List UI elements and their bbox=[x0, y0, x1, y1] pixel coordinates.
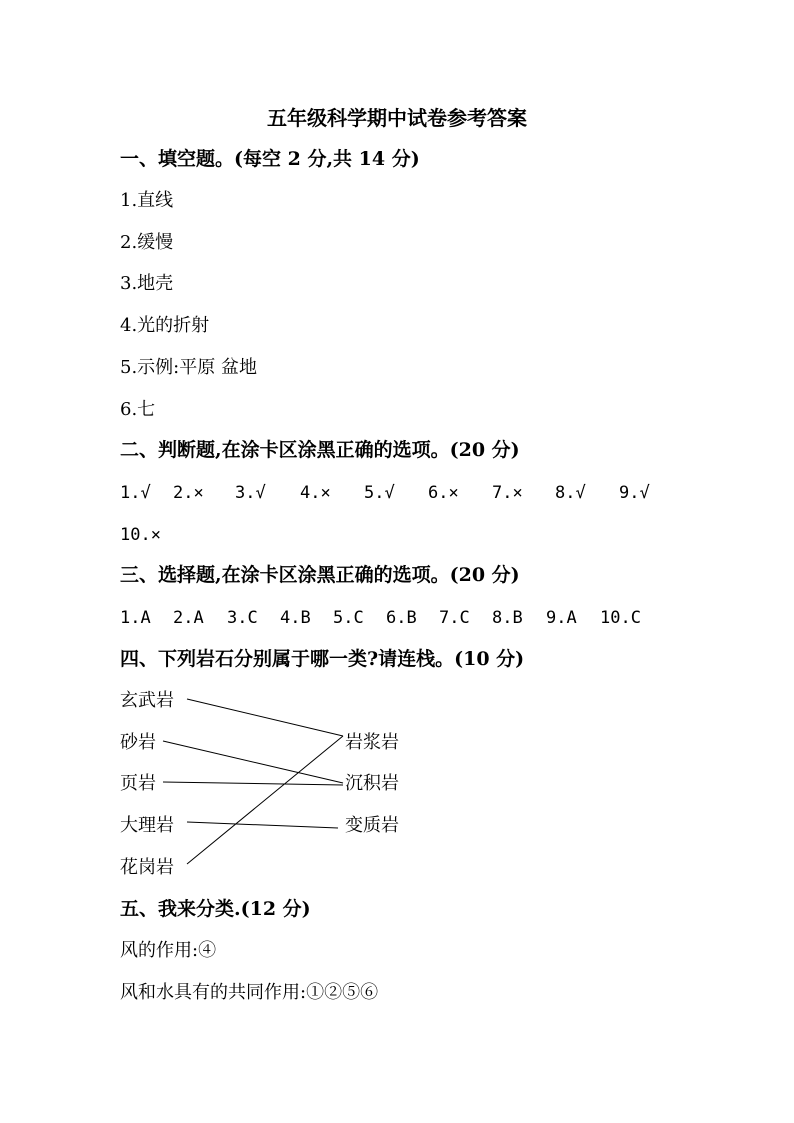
choice-answer-3: 3.C bbox=[227, 608, 258, 628]
rock-label: 玄武岩 bbox=[120, 690, 174, 711]
rock-label: 页岩 bbox=[120, 773, 156, 794]
choice-answer-10: 10.C bbox=[600, 608, 641, 628]
choice-answer-7: 7.C bbox=[439, 608, 470, 628]
judge-answer-7: 7.× bbox=[492, 483, 523, 503]
judge-answer-1: 1.√ bbox=[120, 483, 151, 503]
rock-type-label: 变质岩 bbox=[345, 815, 399, 836]
choice-answer-5: 5.C bbox=[333, 608, 364, 628]
judge-answer-4: 4.× bbox=[300, 483, 331, 503]
fill-answer-6: 6.七 bbox=[120, 399, 156, 420]
judge-answer-8: 8.√ bbox=[555, 483, 586, 503]
judge-answer-6: 6.× bbox=[428, 483, 459, 503]
section5-heading: 五、我来分类.(12 分) bbox=[120, 898, 311, 920]
judge-answer-9: 9.√ bbox=[619, 483, 650, 503]
section2-heading: 二、判断题,在涂卡区涂黑正确的选项。(20 分) bbox=[120, 439, 520, 461]
judge-answer-2: 2.× bbox=[173, 483, 204, 503]
match-line bbox=[163, 782, 343, 785]
common-effect: 风和水具有的共同作用:①②⑤⑥ bbox=[120, 982, 379, 1003]
rock-label: 砂岩 bbox=[120, 732, 156, 753]
choice-answer-4: 4.B bbox=[280, 608, 311, 628]
section4-heading: 四、下列岩石分别属于哪一类?请连栈。(10 分) bbox=[120, 648, 525, 670]
section1-heading: 一、填空题。(每空 2 分,共 14 分) bbox=[120, 148, 420, 170]
choice-answer-9: 9.A bbox=[546, 608, 577, 628]
match-line bbox=[187, 699, 343, 736]
judge-answer-3: 3.√ bbox=[235, 483, 266, 503]
fill-answer-1: 1.直线 bbox=[120, 190, 174, 211]
fill-answer-2: 2.缓慢 bbox=[120, 232, 174, 253]
fill-answer-3: 3.地壳 bbox=[120, 273, 174, 294]
match-line bbox=[163, 741, 343, 783]
choice-answer-1: 1.A bbox=[120, 608, 151, 628]
wind-effect: 风的作用:④ bbox=[120, 940, 217, 961]
judge-answer-5: 5.√ bbox=[364, 483, 395, 503]
judge-answer-10: 10.× bbox=[120, 525, 161, 545]
rock-type-label: 沉积岩 bbox=[345, 773, 399, 794]
rock-label: 花岗岩 bbox=[120, 857, 174, 878]
choice-answer-2: 2.A bbox=[173, 608, 204, 628]
fill-answer-5: 5.示例:平原 盆地 bbox=[120, 357, 257, 378]
choice-answer-6: 6.B bbox=[386, 608, 417, 628]
fill-answer-4: 4.光的折射 bbox=[120, 315, 210, 336]
rock-type-label: 岩浆岩 bbox=[345, 732, 399, 753]
match-line bbox=[187, 822, 338, 828]
match-line bbox=[187, 736, 343, 864]
page-title: 五年级科学期中试卷参考答案 bbox=[267, 106, 527, 130]
choice-answer-8: 8.B bbox=[492, 608, 523, 628]
section3-heading: 三、选择题,在涂卡区涂黑正确的选项。(20 分) bbox=[120, 564, 520, 586]
rock-label: 大理岩 bbox=[120, 815, 174, 836]
